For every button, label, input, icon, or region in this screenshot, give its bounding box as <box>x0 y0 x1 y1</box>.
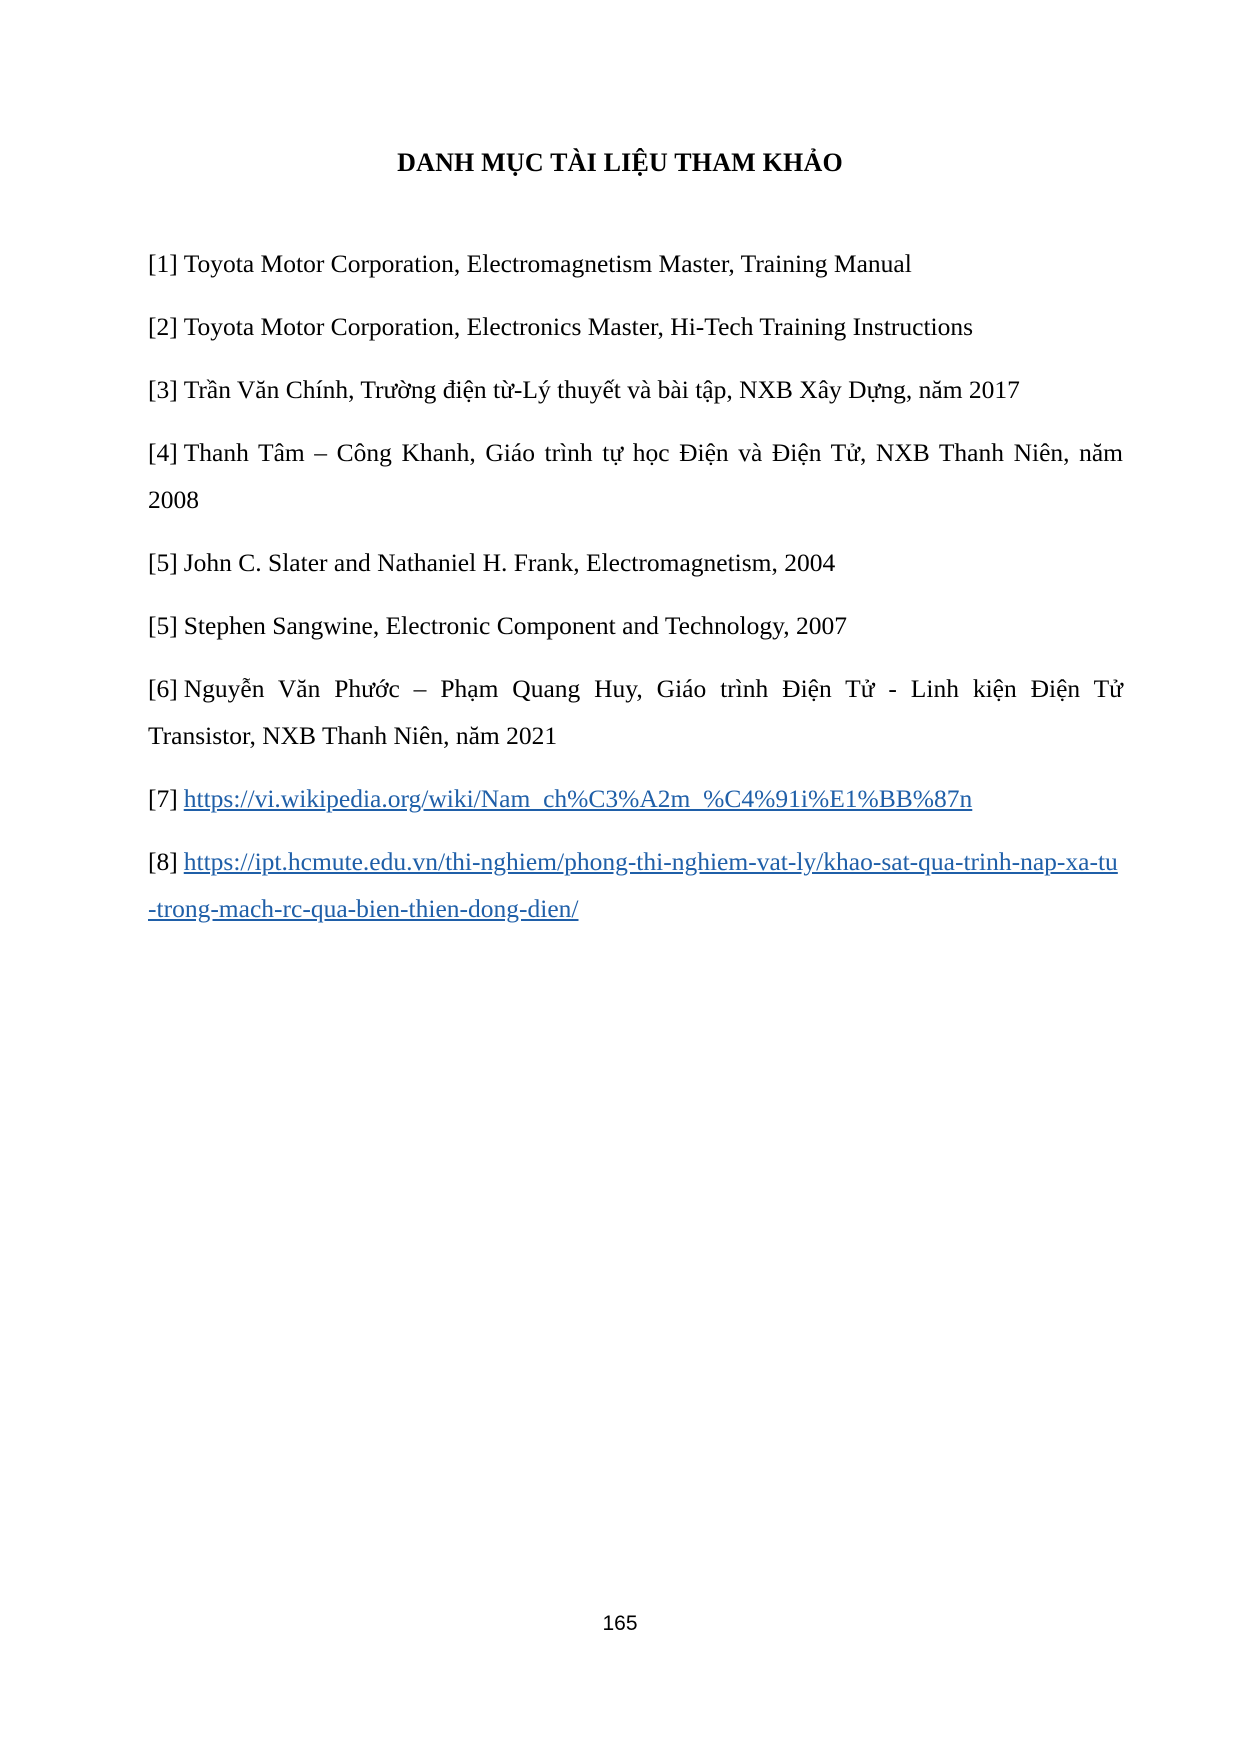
page-title: DANH MỤC TÀI LIỆU THAM KHẢO <box>397 148 843 177</box>
reference-number: [8] <box>148 847 178 876</box>
reference-number: [5] <box>148 611 178 640</box>
reference-number: [3] <box>148 375 178 404</box>
reference-item-5 <box>148 539 1123 586</box>
reference-item-4 <box>148 429 1123 523</box>
page-number: 165 <box>602 1612 638 1635</box>
reference-number: [1] <box>148 249 178 278</box>
reference-item-7 <box>148 775 1123 822</box>
reference-text: Toyota Motor Corporation, Electronics Master, Hi-Tech Training Instructions <box>183 312 974 341</box>
reference-number: [7] <box>148 784 178 813</box>
reference-text: Toyota Motor Corporation, Electromagnetism Master, Training Manual <box>183 249 912 278</box>
reference-text: Stephen Sangwine, Electronic Component and Technology, 2007 <box>183 611 847 640</box>
reference-link-8[interactable]: https://ipt.hcmute.edu.vn/thi-nghiem/phong-thi-nghiem-vat-ly/khao-sat-qua-trinh-nap-xa-tu-trong-mach-rc-qua-bien-thien-dong-dien/ <box>148 847 1118 923</box>
reference-number: [2] <box>148 312 178 341</box>
reference-number: [6] <box>148 674 178 703</box>
reference-text: Trần Văn Chính, Trường điện từ-Lý thuyết và bài tập, NXB Xây Dựng, năm 2017 <box>183 375 1020 404</box>
reference-item-1 <box>148 240 1123 287</box>
reference-item-2 <box>148 303 1123 350</box>
reference-number: [5] <box>148 548 178 577</box>
reference-list <box>148 240 1123 948</box>
reference-item-8 <box>148 838 1123 932</box>
reference-text: John C. Slater and Nathaniel H. Frank, Electromagnetism, 2004 <box>183 548 836 577</box>
reference-item-5b <box>148 602 1123 649</box>
reference-text: Nguyễn Văn Phước – Phạm Quang Huy, Giáo trình Điện Tử - Linh kiện Điện Tử Transistor, NXB Thanh Niên, năm 2021 <box>148 674 1123 750</box>
reference-text: Thanh Tâm – Công Khanh, Giáo trình tự học Điện và Điện Tử, NXB Thanh Niên, năm 2008 <box>148 438 1123 514</box>
reference-item-3 <box>148 366 1123 413</box>
reference-number: [4] <box>148 438 178 467</box>
reference-link-7[interactable]: https://vi.wikipedia.org/wiki/Nam_ch%C3%A2m_%C4%91i%E1%BB%87n <box>183 784 973 813</box>
reference-item-6 <box>148 665 1123 759</box>
